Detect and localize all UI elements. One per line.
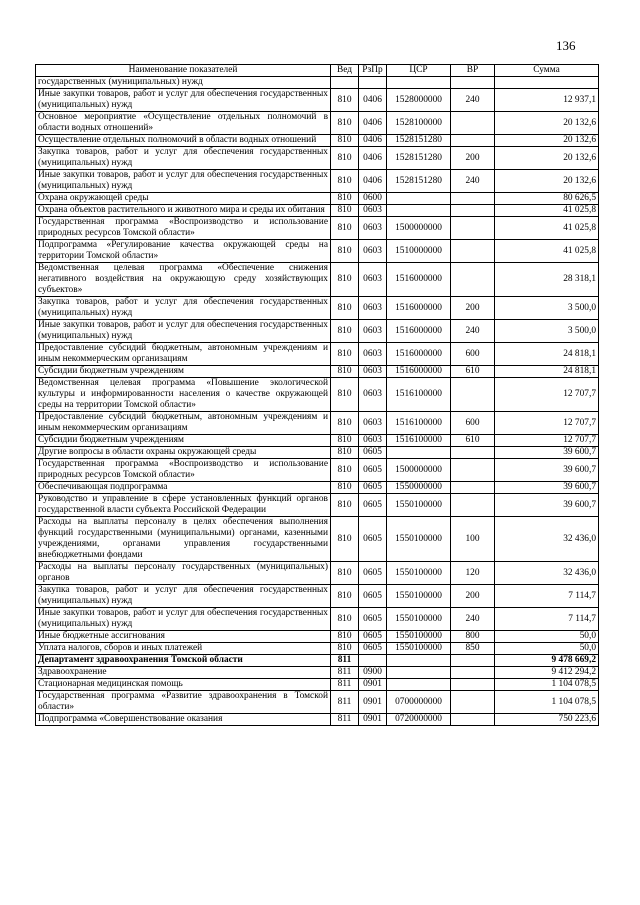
row-csr: 1550000000 <box>387 482 451 494</box>
table-row <box>36 667 599 679</box>
row-vr <box>451 655 495 667</box>
row-sum: 41 025,8 <box>495 240 599 263</box>
row-csr: 0700000000 <box>387 691 451 714</box>
row-vr: 240 <box>451 608 495 631</box>
row-ved: 810 <box>331 112 359 135</box>
row-ved: 810 <box>331 343 359 366</box>
row-name: Иные закупки товаров, работ и услуг для обеспечения государственных (муниципальных) нужд <box>36 608 331 631</box>
row-sum: 12 707,7 <box>495 435 599 447</box>
row-vr: 120 <box>451 562 495 585</box>
row-sum: 39 600,7 <box>495 482 599 494</box>
row-sum: 1 104 078,5 <box>495 679 599 691</box>
row-csr: 1550100000 <box>387 631 451 643</box>
row-csr: 1516000000 <box>387 343 451 366</box>
row-ved: 810 <box>331 89 359 112</box>
row-rzpr: 0605 <box>359 562 387 585</box>
row-csr: 1550100000 <box>387 643 451 655</box>
table-row <box>36 482 599 494</box>
header-ved: Вед <box>331 65 359 77</box>
row-name: Уплата налогов, сборов и иных платежей <box>36 643 331 655</box>
row-sum: 39 600,7 <box>495 459 599 482</box>
row-ved: 811 <box>331 691 359 714</box>
row-name: Государственная программа «Воспроизводство и использование природных ресурсов Томской области» <box>36 217 331 240</box>
row-name: Закупка товаров, работ и услуг для обеспечения государственных (муниципальных) нужд <box>36 297 331 320</box>
row-rzpr: 0605 <box>359 494 387 517</box>
row-rzpr: 0603 <box>359 412 387 435</box>
budget-table <box>35 64 599 726</box>
row-rzpr: 0603 <box>359 320 387 343</box>
row-rzpr: 0603 <box>359 435 387 447</box>
row-name: Иные бюджетные ассигнования <box>36 631 331 643</box>
row-ved: 810 <box>331 240 359 263</box>
table-row <box>36 170 599 193</box>
row-vr <box>451 714 495 726</box>
row-ved: 810 <box>331 482 359 494</box>
row-rzpr: 0605 <box>359 631 387 643</box>
row-sum: 39 600,7 <box>495 494 599 517</box>
row-csr: 1510000000 <box>387 240 451 263</box>
row-csr: 1500000000 <box>387 217 451 240</box>
row-sum: 20 132,6 <box>495 170 599 193</box>
row-sum: 9 412 294,2 <box>495 667 599 679</box>
row-vr: 240 <box>451 170 495 193</box>
row-csr: 1550100000 <box>387 608 451 631</box>
table-row <box>36 562 599 585</box>
row-csr <box>387 655 451 667</box>
table-row <box>36 679 599 691</box>
row-csr: 1516100000 <box>387 412 451 435</box>
row-ved: 810 <box>331 366 359 378</box>
row-sum: 32 436,0 <box>495 517 599 562</box>
row-rzpr: 0406 <box>359 135 387 147</box>
row-name: Подпрограмма «Совершенствование оказания <box>36 714 331 726</box>
row-csr: 1500000000 <box>387 459 451 482</box>
table-row <box>36 217 599 240</box>
row-ved: 810 <box>331 494 359 517</box>
row-csr: 1528151280 <box>387 147 451 170</box>
row-vr <box>451 193 495 205</box>
row-vr <box>451 679 495 691</box>
row-sum: 41 025,8 <box>495 217 599 240</box>
row-sum: 20 132,6 <box>495 147 599 170</box>
table-body <box>36 77 599 726</box>
row-rzpr: 0600 <box>359 193 387 205</box>
row-name: Расходы на выплаты персоналу государственных (муниципальных) органов <box>36 562 331 585</box>
row-vr: 600 <box>451 412 495 435</box>
row-sum: 24 818,1 <box>495 366 599 378</box>
row-ved: 810 <box>331 435 359 447</box>
row-rzpr: 0605 <box>359 643 387 655</box>
row-vr <box>451 459 495 482</box>
row-csr: 1528151280 <box>387 170 451 193</box>
row-vr <box>451 135 495 147</box>
table-row <box>36 193 599 205</box>
row-vr <box>451 667 495 679</box>
row-ved: 811 <box>331 655 359 667</box>
row-vr <box>451 205 495 217</box>
row-ved: 810 <box>331 205 359 217</box>
table-row <box>36 412 599 435</box>
page-number: 136 <box>556 38 576 53</box>
row-vr <box>451 378 495 412</box>
table-row <box>36 714 599 726</box>
header-vr: ВР <box>451 65 495 77</box>
table-row <box>36 135 599 147</box>
row-ved: 810 <box>331 135 359 147</box>
table-row <box>36 459 599 482</box>
row-sum: 24 818,1 <box>495 343 599 366</box>
row-rzpr: 0406 <box>359 170 387 193</box>
row-name: Охрана окружающей среды <box>36 193 331 205</box>
row-sum: 20 132,6 <box>495 112 599 135</box>
row-ved: 810 <box>331 217 359 240</box>
table-row <box>36 297 599 320</box>
row-vr: 850 <box>451 643 495 655</box>
row-ved: 810 <box>331 585 359 608</box>
row-ved: 810 <box>331 412 359 435</box>
row-vr: 200 <box>451 585 495 608</box>
row-rzpr: 0603 <box>359 378 387 412</box>
table-row <box>36 343 599 366</box>
table-row <box>36 147 599 170</box>
row-name: государственных (муниципальных) нужд <box>36 77 331 89</box>
row-vr: 610 <box>451 366 495 378</box>
row-ved: 810 <box>331 643 359 655</box>
row-name: Государственная программа «Развитие здравоохранения в Томской области» <box>36 691 331 714</box>
row-vr: 240 <box>451 89 495 112</box>
row-rzpr: 0603 <box>359 366 387 378</box>
row-csr: 1550100000 <box>387 562 451 585</box>
table-row <box>36 112 599 135</box>
table-row <box>36 643 599 655</box>
row-csr: 1528100000 <box>387 112 451 135</box>
row-ved: 810 <box>331 608 359 631</box>
row-vr: 610 <box>451 435 495 447</box>
row-sum: 3 500,0 <box>495 297 599 320</box>
row-rzpr: 0603 <box>359 205 387 217</box>
row-name: Предоставление субсидий бюджетным, автономным учреждениям и иным некоммерческим организациям <box>36 412 331 435</box>
row-rzpr: 0406 <box>359 112 387 135</box>
row-vr <box>451 482 495 494</box>
row-ved <box>331 77 359 89</box>
row-csr: 1516000000 <box>387 297 451 320</box>
row-name: Здравоохранение <box>36 667 331 679</box>
row-ved: 810 <box>331 447 359 459</box>
row-csr: 1516000000 <box>387 366 451 378</box>
row-vr <box>451 447 495 459</box>
row-csr: 1516000000 <box>387 320 451 343</box>
row-sum <box>495 77 599 89</box>
row-ved: 810 <box>331 170 359 193</box>
row-name: Закупка товаров, работ и услуг для обеспечения государственных (муниципальных) нужд <box>36 585 331 608</box>
row-rzpr: 0603 <box>359 343 387 366</box>
row-rzpr: 0605 <box>359 482 387 494</box>
row-csr: 1528151280 <box>387 135 451 147</box>
row-rzpr: 0603 <box>359 263 387 297</box>
row-sum: 32 436,0 <box>495 562 599 585</box>
header-name: Наименование показателей <box>36 65 331 77</box>
row-csr: 1516000000 <box>387 263 451 297</box>
row-vr <box>451 77 495 89</box>
row-rzpr: 0605 <box>359 517 387 562</box>
row-name: Основное мероприятие «Осуществление отдельных полномочий в области водных отношений» <box>36 112 331 135</box>
table-row <box>36 517 599 562</box>
row-name: Иные закупки товаров, работ и услуг для обеспечения государственных (муниципальных) нужд <box>36 89 331 112</box>
row-name: Субсидии бюджетным учреждениям <box>36 366 331 378</box>
row-vr: 100 <box>451 517 495 562</box>
table-row <box>36 608 599 631</box>
row-name: Стационарная медицинская помощь <box>36 679 331 691</box>
row-name: Обеспечивающая подпрограмма <box>36 482 331 494</box>
row-sum: 1 104 078,5 <box>495 691 599 714</box>
table-row <box>36 320 599 343</box>
row-rzpr: 0605 <box>359 459 387 482</box>
row-sum: 12 707,7 <box>495 412 599 435</box>
header-csr: ЦСР <box>387 65 451 77</box>
row-vr: 200 <box>451 297 495 320</box>
table-row <box>36 435 599 447</box>
row-name: Государственная программа «Воспроизводство и использование природных ресурсов Томской области» <box>36 459 331 482</box>
table-row <box>36 89 599 112</box>
row-name: Иные закупки товаров, работ и услуг для обеспечения государственных (муниципальных) нужд <box>36 170 331 193</box>
header-rzpr: РзПр <box>359 65 387 77</box>
row-csr: 1528000000 <box>387 89 451 112</box>
row-sum: 50,0 <box>495 643 599 655</box>
row-ved: 810 <box>331 517 359 562</box>
row-rzpr: 0901 <box>359 691 387 714</box>
row-vr <box>451 263 495 297</box>
row-rzpr: 0605 <box>359 447 387 459</box>
row-vr <box>451 240 495 263</box>
row-rzpr: 0603 <box>359 217 387 240</box>
row-rzpr: 0605 <box>359 585 387 608</box>
table-row <box>36 77 599 89</box>
row-rzpr: 0603 <box>359 240 387 263</box>
row-csr: 1516100000 <box>387 435 451 447</box>
row-ved: 810 <box>331 193 359 205</box>
row-csr <box>387 205 451 217</box>
table-row <box>36 631 599 643</box>
row-rzpr: 0603 <box>359 297 387 320</box>
row-name: Другие вопросы в области охраны окружающей среды <box>36 447 331 459</box>
table-row <box>36 366 599 378</box>
row-name: Подпрограмма «Регулирование качества окружающей среды на территории Томской области» <box>36 240 331 263</box>
row-csr <box>387 667 451 679</box>
table-row <box>36 494 599 517</box>
row-csr <box>387 193 451 205</box>
row-name: Предоставление субсидий бюджетным, автономным учреждениям и иным некоммерческим организациям <box>36 343 331 366</box>
row-rzpr: 0406 <box>359 147 387 170</box>
row-ved: 810 <box>331 263 359 297</box>
table-row <box>36 447 599 459</box>
row-ved: 811 <box>331 714 359 726</box>
row-csr: 1516100000 <box>387 378 451 412</box>
row-sum: 9 478 669,2 <box>495 655 599 667</box>
row-name: Руководство и управление в сфере установленных функций органов государственной власти субъекта Российской Федерации <box>36 494 331 517</box>
row-name: Осуществление отдельных полномочий в области водных отношений <box>36 135 331 147</box>
table-row <box>36 205 599 217</box>
table-header-row <box>36 65 599 77</box>
row-ved: 811 <box>331 667 359 679</box>
table-row <box>36 585 599 608</box>
row-sum: 7 114,7 <box>495 585 599 608</box>
table-row <box>36 691 599 714</box>
row-csr: 0720000000 <box>387 714 451 726</box>
row-ved: 810 <box>331 297 359 320</box>
row-name: Расходы на выплаты персоналу в целях обеспечения выполнения функций государственными (муниципальными) органами, казенными учреждениями, органами управления государственными внебюджетными фондами <box>36 517 331 562</box>
row-name: Ведомственная целевая программа «Повышение экологической культуры и информированности населения о качестве окружающей среды на территории Томской области» <box>36 378 331 412</box>
row-sum: 80 626,5 <box>495 193 599 205</box>
row-sum: 50,0 <box>495 631 599 643</box>
row-csr: 1550100000 <box>387 517 451 562</box>
row-rzpr: 0900 <box>359 667 387 679</box>
row-sum: 28 318,1 <box>495 263 599 297</box>
row-vr <box>451 217 495 240</box>
row-ved: 810 <box>331 459 359 482</box>
table-row <box>36 263 599 297</box>
row-name: Департамент здравоохранения Томской области <box>36 655 331 667</box>
row-rzpr: 0605 <box>359 608 387 631</box>
row-name: Охрана объектов растительного и животного мира и среды их обитания <box>36 205 331 217</box>
table-row <box>36 378 599 412</box>
row-name: Иные закупки товаров, работ и услуг для обеспечения государственных (муниципальных) нужд <box>36 320 331 343</box>
row-vr: 600 <box>451 343 495 366</box>
row-ved: 810 <box>331 147 359 170</box>
row-vr: 200 <box>451 147 495 170</box>
row-rzpr: 0901 <box>359 714 387 726</box>
row-csr: 1550100000 <box>387 494 451 517</box>
row-ved: 810 <box>331 562 359 585</box>
row-csr <box>387 77 451 89</box>
row-sum: 750 223,6 <box>495 714 599 726</box>
row-ved: 810 <box>331 631 359 643</box>
row-rzpr: 0901 <box>359 679 387 691</box>
row-sum: 41 025,8 <box>495 205 599 217</box>
row-sum: 7 114,7 <box>495 608 599 631</box>
table-row <box>36 240 599 263</box>
header-sum: Сумма <box>495 65 599 77</box>
row-sum: 39 600,7 <box>495 447 599 459</box>
row-csr <box>387 447 451 459</box>
row-csr <box>387 679 451 691</box>
row-ved: 811 <box>331 679 359 691</box>
row-sum: 12 937,1 <box>495 89 599 112</box>
row-sum: 3 500,0 <box>495 320 599 343</box>
row-rzpr: 0406 <box>359 89 387 112</box>
row-csr: 1550100000 <box>387 585 451 608</box>
row-sum: 20 132,6 <box>495 135 599 147</box>
row-vr: 240 <box>451 320 495 343</box>
row-vr <box>451 691 495 714</box>
row-vr <box>451 494 495 517</box>
row-ved: 810 <box>331 320 359 343</box>
row-rzpr <box>359 77 387 89</box>
row-ved: 810 <box>331 378 359 412</box>
row-sum: 12 707,7 <box>495 378 599 412</box>
row-name: Ведомственная целевая программа «Обеспечение снижения негативного воздействия на окружающую среду хозяйствующих субъектов» <box>36 263 331 297</box>
row-rzpr <box>359 655 387 667</box>
row-vr: 800 <box>451 631 495 643</box>
row-name: Закупка товаров, работ и услуг для обеспечения государственных (муниципальных) нужд <box>36 147 331 170</box>
row-name: Субсидии бюджетным учреждениям <box>36 435 331 447</box>
row-vr <box>451 112 495 135</box>
table-row <box>36 655 599 667</box>
